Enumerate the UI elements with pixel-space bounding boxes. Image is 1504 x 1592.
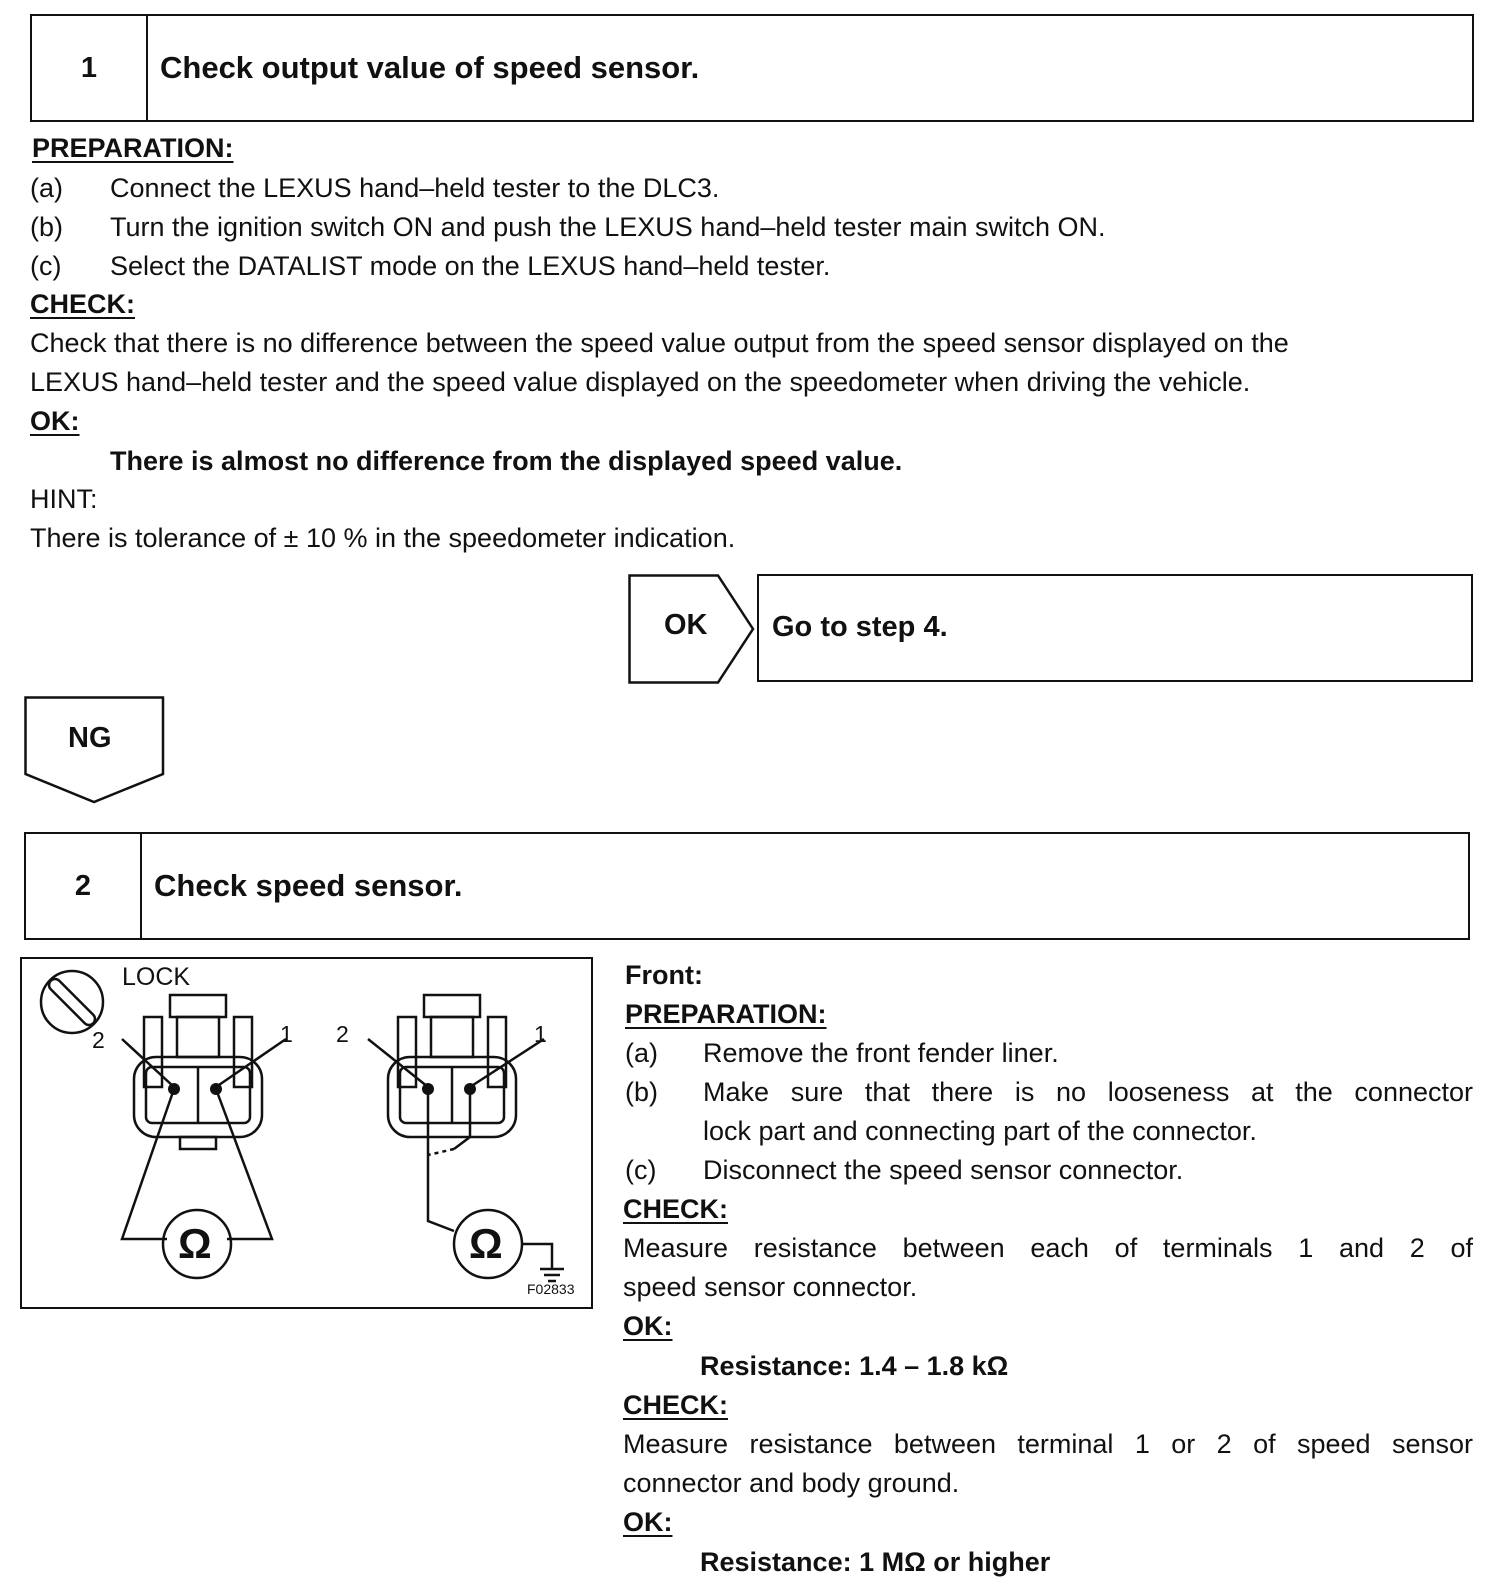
step-1-hint-text: There is tolerance of ± 10 % in the speedometer indication. bbox=[30, 523, 736, 553]
ohmmeter-b-icon: Ω bbox=[469, 1220, 503, 1267]
step-2-check-1-line-1: Measure resistance between each of terminals 1 and 2 of bbox=[623, 1233, 1473, 1263]
step-2-check-2-line-1: Measure resistance between terminal 1 or 2 of speed sensor bbox=[623, 1429, 1473, 1459]
step-2-ok-2-heading: OK: bbox=[623, 1507, 673, 1537]
connector-diagram bbox=[20, 957, 593, 1309]
step-2-front-heading: Front: bbox=[625, 960, 703, 990]
step-1-prep-a-label: (a) bbox=[30, 173, 63, 203]
step-1-hint-heading: HINT: bbox=[30, 484, 98, 514]
step-1-prep-a-text: Connect the LEXUS hand–held tester to the DLC3. bbox=[110, 173, 720, 203]
step-1-prep-c-label: (c) bbox=[30, 251, 62, 281]
step-1-preparation-heading: PREPARATION: bbox=[32, 133, 234, 163]
lock-icon bbox=[41, 971, 103, 1033]
step-1-prep-c-text: Select the DATALIST mode on the LEXUS hand–held tester. bbox=[110, 251, 831, 281]
step-2-ok-2-text: Resistance: 1 MΩ or higher bbox=[700, 1547, 1051, 1577]
terminal-2-pin bbox=[168, 1083, 180, 1095]
terminal-1b-pin bbox=[464, 1083, 476, 1095]
lock-label: LOCK bbox=[122, 963, 191, 991]
terminal-2b-pin bbox=[422, 1083, 434, 1095]
step-2-header bbox=[24, 832, 1470, 940]
step-2-ok-1-text: Resistance: 1.4 – 1.8 kΩ bbox=[700, 1351, 1009, 1381]
ng-branch-label: NG bbox=[68, 722, 112, 754]
step-1-ok-text: There is almost no difference from the displayed speed value. bbox=[110, 446, 903, 476]
ohmmeter-a-icon: Ω bbox=[178, 1220, 212, 1267]
step-2-number: 2 bbox=[26, 834, 142, 938]
step-1-prep-b-text: Turn the ignition switch ON and push the LEXUS hand–held tester main switch ON. bbox=[110, 212, 1106, 242]
step-2-prep-b-line-1: Make sure that there is no looseness at the connector bbox=[703, 1077, 1473, 1107]
step-1-check-line-2: LEXUS hand–held tester and the speed value displayed on the speedometer when driving the vehicle. bbox=[30, 367, 1251, 397]
terminal-1-label: 1 bbox=[280, 1021, 293, 1047]
step-2-ok-1-heading: OK: bbox=[623, 1311, 673, 1341]
step-1-title: Check output value of speed sensor. bbox=[160, 50, 700, 85]
step-2-prep-b-label: (b) bbox=[625, 1077, 658, 1107]
terminal-2b-label: 2 bbox=[336, 1021, 349, 1047]
terminal-1-pin bbox=[210, 1083, 222, 1095]
step-2-prep-c-label: (c) bbox=[625, 1155, 657, 1185]
step-2-check-2-heading: CHECK: bbox=[623, 1390, 728, 1420]
step-2-title: Check speed sensor. bbox=[154, 868, 463, 903]
step-2-preparation-heading: PREPARATION: bbox=[625, 999, 827, 1029]
step-2-prep-b-line-2: lock part and connecting part of the connector. bbox=[703, 1116, 1257, 1146]
step-1-check-line-1: Check that there is no difference between the speed value output from the speed sensor displayed on the bbox=[30, 328, 1289, 358]
step-2-prep-a-label: (a) bbox=[625, 1038, 658, 1068]
step-1-header bbox=[30, 14, 1474, 122]
ok-branch-text: Go to step 4. bbox=[772, 611, 948, 643]
step-1-check-heading: CHECK: bbox=[30, 289, 135, 319]
step-1-number: 1 bbox=[32, 16, 148, 120]
step-1-prep-b-label: (b) bbox=[30, 212, 63, 242]
step-2-prep-a-text: Remove the front fender liner. bbox=[703, 1038, 1059, 1068]
terminal-2-label: 2 bbox=[92, 1027, 105, 1053]
terminal-1b-label: 1 bbox=[534, 1021, 547, 1047]
ok-branch-label: OK bbox=[664, 609, 708, 641]
step-1-ok-heading: OK: bbox=[30, 406, 80, 436]
step-2-check-1-line-2: speed sensor connector. bbox=[623, 1272, 918, 1302]
step-2-prep-c-text: Disconnect the speed sensor connector. bbox=[703, 1155, 1184, 1185]
step-2-check-2-line-2: connector and body ground. bbox=[623, 1468, 960, 1498]
step-2-check-1-heading: CHECK: bbox=[623, 1194, 728, 1224]
figure-code: F02833 bbox=[527, 1281, 575, 1297]
